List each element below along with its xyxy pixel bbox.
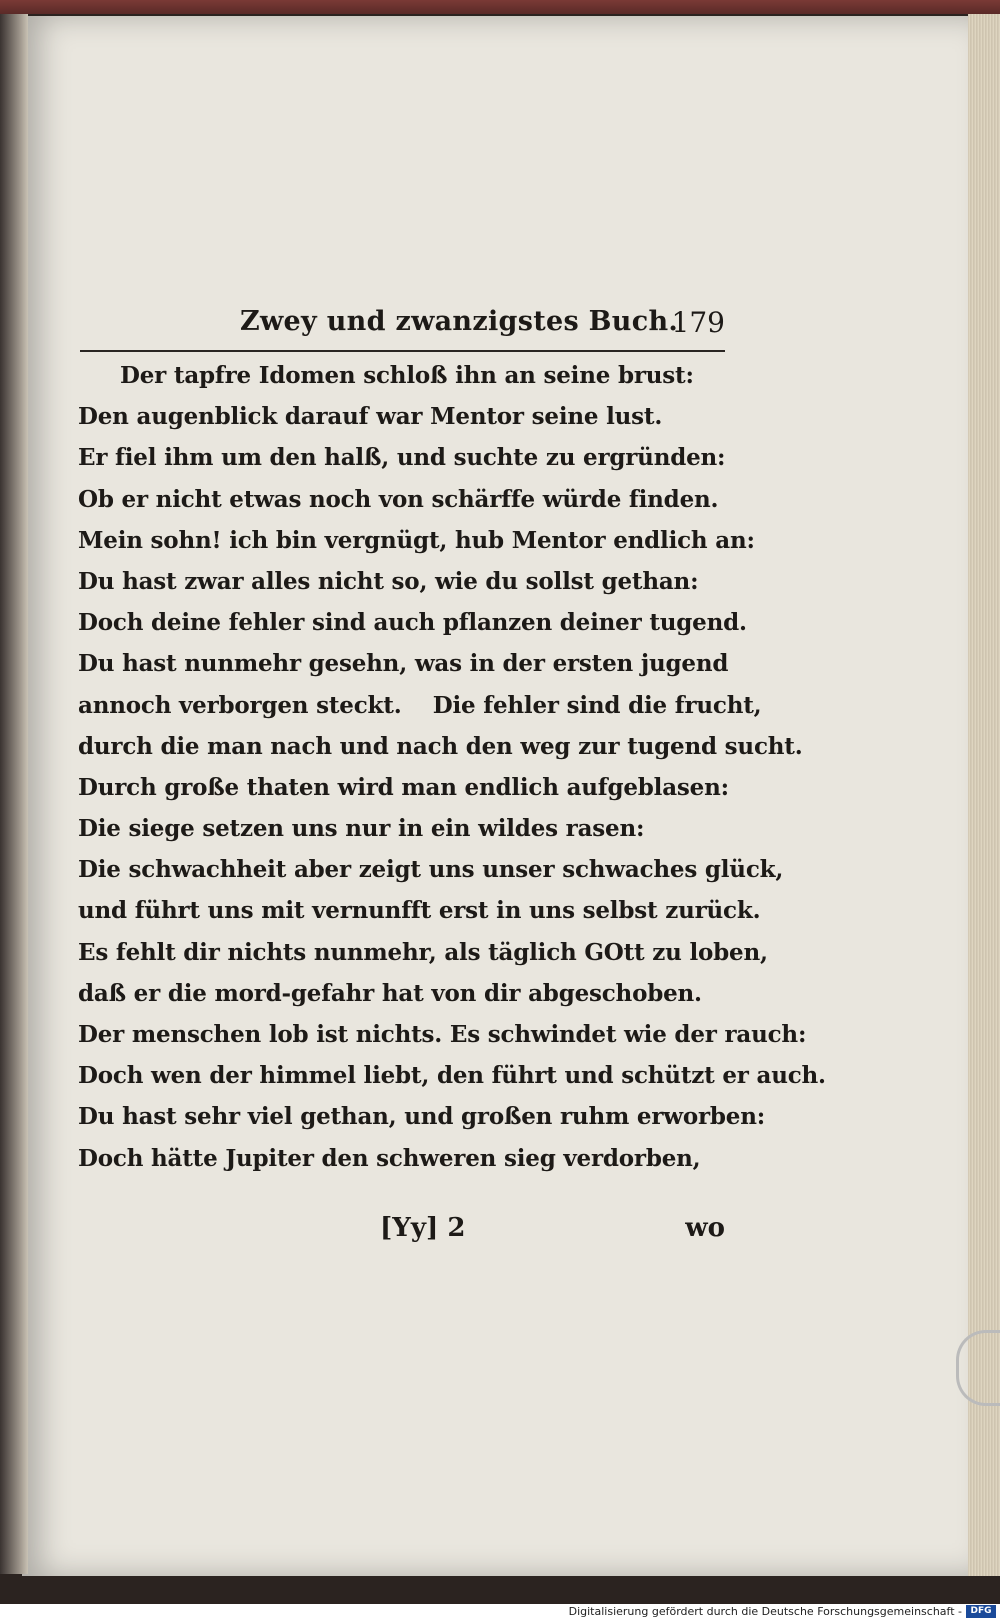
- text-line: Mein sohn! ich bin vergnügt, hub Mentor endlich an:: [78, 526, 755, 554]
- clip-icon: [956, 1330, 1000, 1406]
- text-line: Durch große thaten wird man endlich aufgeblasen:: [78, 773, 729, 801]
- credit-text: Digitalisierung gefördert durch die Deutsche Forschungsgemeinschaft -: [568, 1605, 962, 1618]
- signature-mark: [Yy] 2: [380, 1213, 466, 1243]
- text-line: Er fiel ihm um den halß, und suchte zu ergründen:: [78, 444, 726, 472]
- catchword: wo: [685, 1213, 725, 1243]
- page-header: [80, 298, 725, 348]
- running-title: Zwey und zwanzigstes Buch.: [240, 306, 679, 337]
- text-line: Du hast nunmehr gesehn, was in der ersten jugend: [78, 650, 729, 678]
- text-line: Die schwachheit aber zeigt uns unser schwaches glück,: [78, 856, 784, 884]
- text-line: Es fehlt dir nichts nunmehr, als täglich GOtt zu loben,: [78, 938, 768, 966]
- dfg-logo: DFG: [966, 1605, 996, 1618]
- header-rule: [80, 350, 725, 352]
- page-footer: [80, 1213, 725, 1253]
- text-line: Doch deine fehler sind auch pflanzen deiner tugend.: [78, 609, 747, 637]
- text-line: annoch verborgen steckt. Die fehler sind die frucht,: [78, 691, 762, 719]
- text-line: Du hast sehr viel gethan, und großen ruhm erworben:: [78, 1103, 766, 1131]
- book-cover-edge: [0, 0, 1000, 14]
- facing-page-edge: [0, 14, 28, 1574]
- text-line: Ob er nicht etwas noch von schärffe würde finden.: [78, 485, 719, 513]
- text-line: Doch wen der himmel liebt, den führt und schützt er auch.: [78, 1062, 826, 1090]
- text-line: Die siege setzen uns nur in ein wildes rasen:: [78, 815, 645, 843]
- text-line: Doch hätte Jupiter den schweren sieg verdorben,: [78, 1144, 701, 1172]
- text-line: und führt uns mit vernunfft erst in uns selbst zurück.: [78, 897, 761, 925]
- text-line: Den augenblick darauf war Mentor seine lust.: [78, 403, 663, 431]
- text-line: durch die man nach und nach den weg zur tugend sucht.: [78, 732, 803, 760]
- text-line: Du hast zwar alles nicht so, wie du sollst gethan:: [78, 567, 699, 595]
- text-line: Der tapfre Idomen schloß ihn an seine brust:: [120, 362, 694, 389]
- text-line: daß er die mord-gefahr hat von dir abgeschoben.: [78, 979, 702, 1007]
- page-number: 179: [671, 306, 725, 339]
- text-line: Der menschen lob ist nichts. Es schwindet wie der rauch:: [78, 1021, 807, 1048]
- body-text: [78, 355, 826, 1179]
